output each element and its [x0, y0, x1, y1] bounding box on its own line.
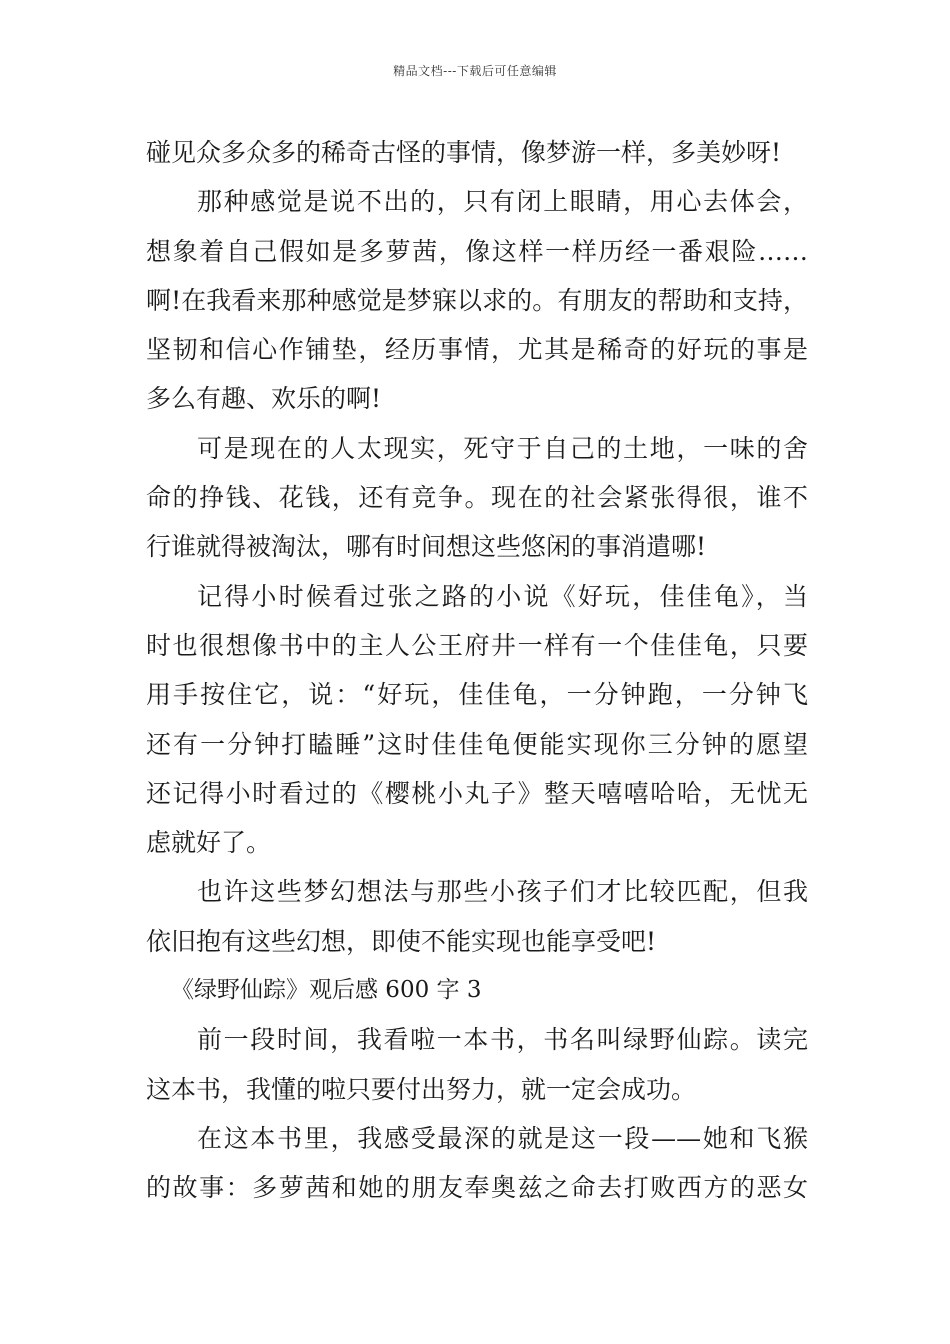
text-line: 碰见众多众多的稀奇古怪的事情，像梦游一样，多美妙呀!	[146, 138, 782, 167]
text-line: 可是现在的人太现实，死守于自己的土地，一味的舍	[197, 433, 808, 463]
text-line: 也许这些梦幻想法与那些小孩子们才比较匹配，但我	[197, 877, 808, 907]
text-line: 记得小时候看过张之路的小说《好玩，佳佳龟》，当	[197, 581, 808, 611]
text-line: 时也很想像书中的主人公王府井一样有一个佳佳龟，只要	[146, 630, 808, 660]
text-line: 那种感觉是说不出的，只有闭上眼睛，用心去体会，	[197, 187, 808, 217]
text-line: 依旧抱有这些幻想，即使不能实现也能享受吧!	[146, 926, 657, 956]
text-line: 在这本书里，我感受最深的就是这一段——她和飞猴	[197, 1123, 808, 1153]
text-line: 还有一分钟打瞌睡”这时佳佳龟便能实现你三分钟的愿望	[146, 729, 808, 759]
text-line: 啊!在我看来那种感觉是梦寐以求的。有朋友的帮助和支持，	[146, 285, 808, 315]
text-line: 虑就好了。	[146, 828, 272, 858]
text-line: 行谁就得被淘汰，哪有时间想这些悠闲的事消遣哪!	[146, 532, 707, 562]
body-text	[146, 128, 808, 1213]
text-line: 的故事：多萝茜和她的朋友奉奥兹之命去打败西方的恶女	[146, 1173, 808, 1203]
text-line: 想象着自己假如是多萝茜，像这样一样历经一番艰险……	[146, 236, 808, 266]
page-header: 精品文档---下载后可任意编辑	[393, 64, 557, 78]
text-line: 还记得小时看过的《樱桃小丸子》整天嘻嘻哈哈，无忧无	[146, 778, 808, 808]
text-line: 坚韧和信心作铺垫，经历事情，尤其是稀奇的好玩的事是	[146, 335, 808, 365]
text-line: 这本书，我懂的啦只要付出努力，就一定会成功。	[146, 1074, 697, 1104]
text-line: 命的挣钱、花钱，还有竞争。现在的社会紧张得很，谁不	[146, 483, 808, 513]
text-line: 用手按住它，说：“好玩，佳佳龟，一分钟跑，一分钟飞	[146, 680, 808, 710]
text-line: 前一段时间，我看啦一本书，书名叫绿野仙踪。读完	[197, 1025, 808, 1055]
text-line: 多么有趣、欢乐的啊!	[146, 384, 382, 414]
section-heading: 《绿野仙踪》观后感 600 字 3	[171, 977, 482, 1004]
